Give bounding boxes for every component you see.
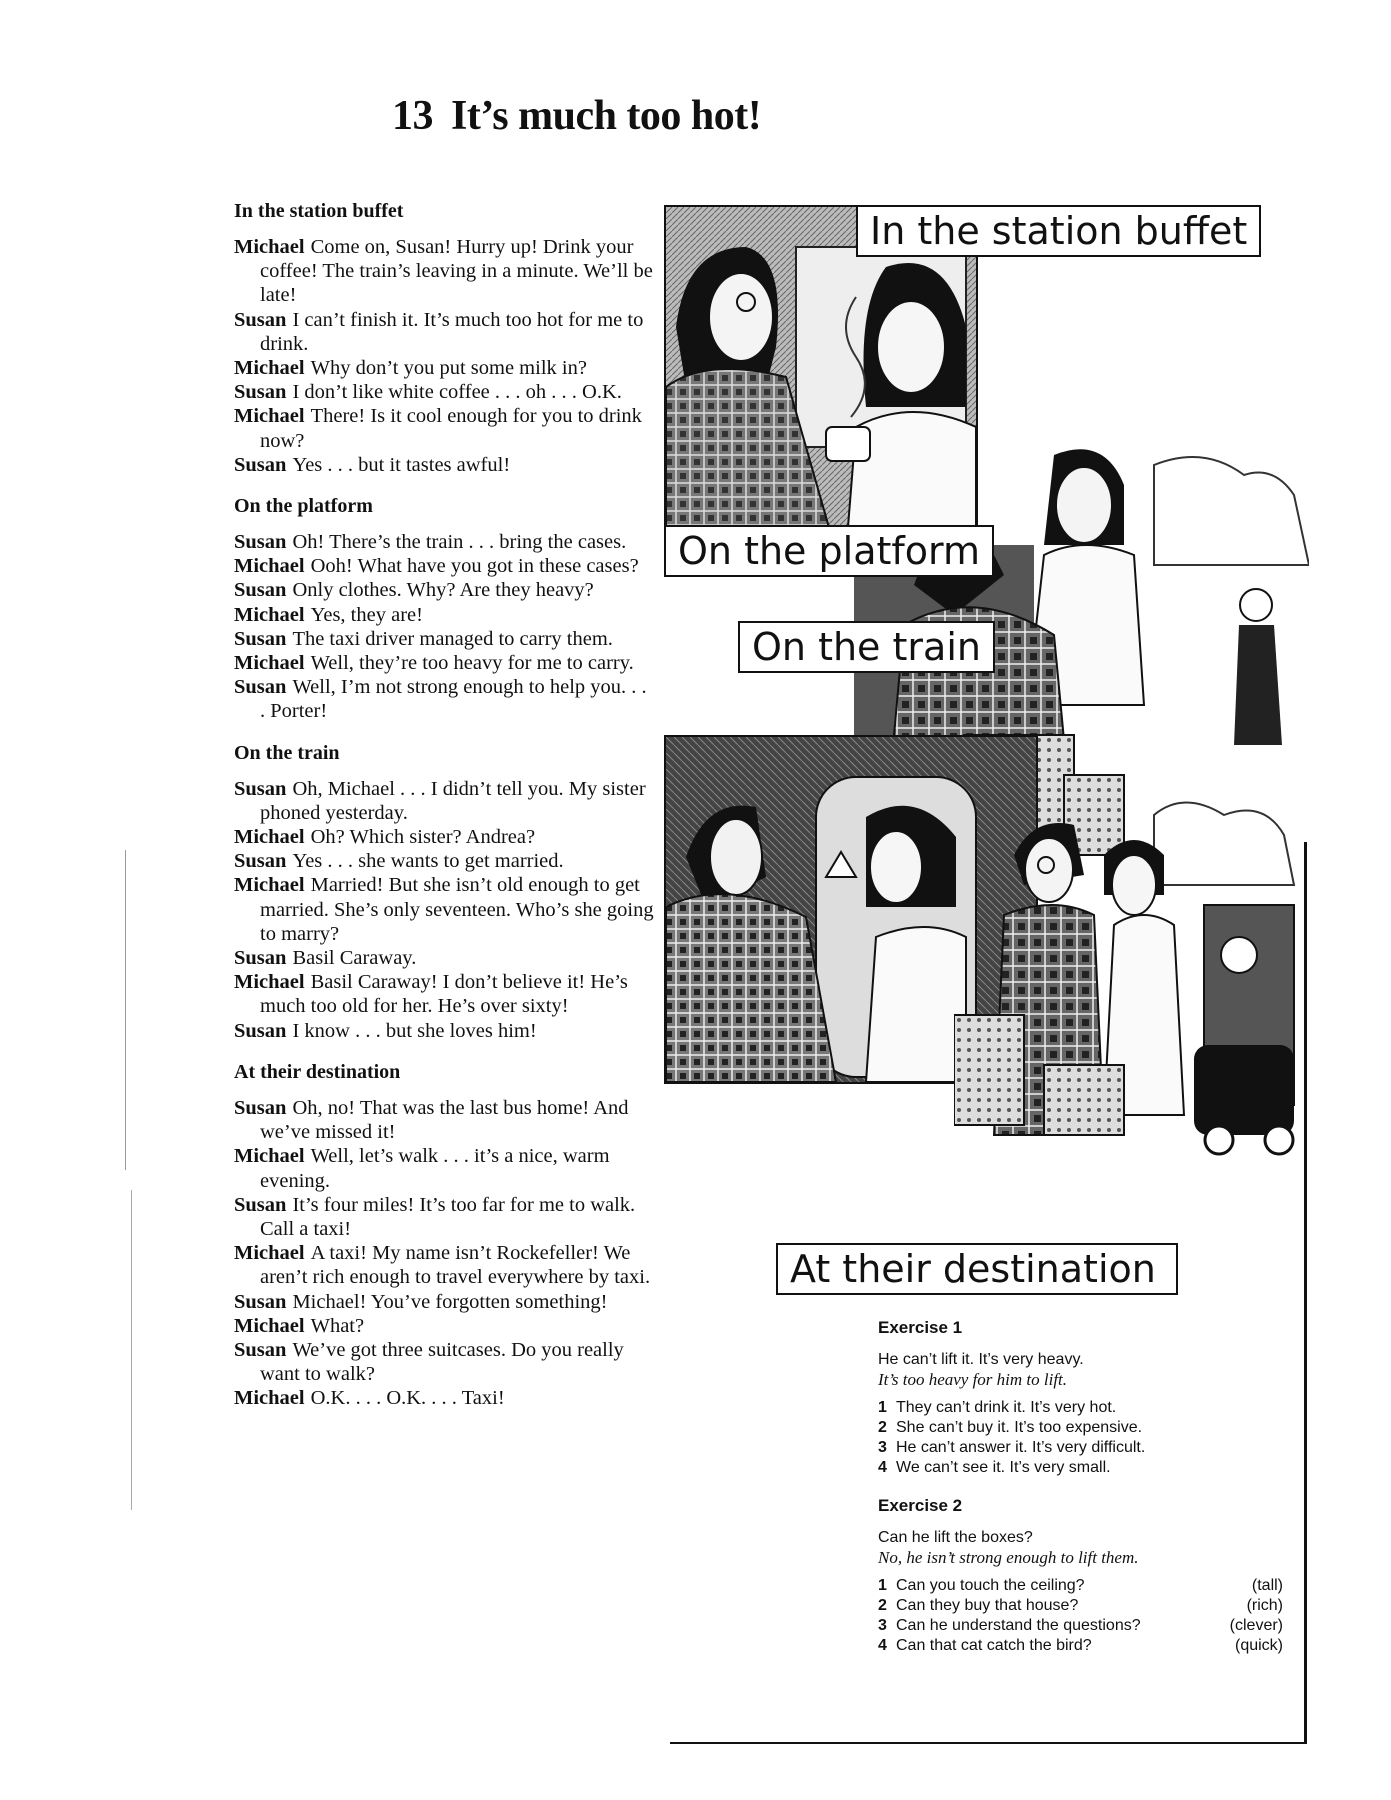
dialogue-section — [234, 495, 654, 724]
exercises — [878, 1318, 1283, 1674]
speech-text: Oh, Michael . . . I didn’t tell you. My sister phoned yesterday. — [260, 777, 646, 824]
section-heading: At their destination — [234, 1060, 401, 1083]
dialogue-line — [234, 1019, 654, 1043]
speech-text: I don’t like white coffee . . . oh . . . O.K. — [292, 381, 622, 404]
exercise-1-example: He can’t lift it. It’s very heavy. — [878, 1351, 1084, 1368]
speaker-name: Susan — [234, 579, 287, 602]
speaker-name: Susan — [234, 381, 287, 404]
speech-text: Come on, Susan! Hurry up! Drink your coffee! The train’s leaving in a minute. We’ll be late! — [260, 236, 653, 307]
dialogue-line — [234, 1386, 654, 1410]
exercise-2-title: Exercise 2 — [878, 1496, 963, 1515]
dialogue-line — [234, 873, 654, 946]
dialogue-line — [234, 1338, 654, 1386]
exercise-item — [878, 1576, 1283, 1596]
exercise-item — [878, 1398, 1283, 1418]
scan-mark — [131, 1190, 132, 1510]
speech-text: There! Is it cool enough for you to drink now? — [260, 405, 642, 452]
dialogue-line — [234, 356, 654, 380]
exercise-item — [878, 1616, 1283, 1636]
speaker-name: Susan — [234, 1193, 287, 1216]
dialogue-line — [234, 1241, 654, 1289]
item-hint: (rich) — [1246, 1597, 1283, 1614]
item-number: 4 — [878, 1637, 887, 1654]
dialogue-line — [234, 651, 654, 675]
speaker-name: Michael — [234, 971, 305, 994]
speaker-name: Michael — [234, 1314, 305, 1337]
dialogue-line — [234, 380, 654, 404]
speech-text: We’ve got three suitcases. Do you really want to walk? — [260, 1338, 624, 1386]
item-hint: (tall) — [1251, 1577, 1283, 1594]
speaker-name: Susan — [234, 1096, 287, 1119]
speaker-name: Susan — [234, 531, 287, 554]
speaker-name: Michael — [234, 357, 305, 380]
item-number: 1 — [878, 1399, 887, 1416]
item-number: 3 — [878, 1617, 887, 1634]
caption-buffet: In the station buffet — [856, 205, 1261, 257]
dialogue-line — [234, 675, 654, 723]
exercise-item — [878, 1636, 1283, 1656]
dialogue-section — [234, 1061, 654, 1411]
dialogue-line — [234, 1096, 654, 1144]
exercise-2-model: No, he isn’t strong enough to lift them. — [878, 1548, 1139, 1567]
caption-destination: At their destination — [776, 1243, 1178, 1295]
exercise-1-list — [878, 1398, 1283, 1478]
dialogue-line — [234, 235, 654, 308]
item-question: We can’t see it. It’s very small. — [896, 1459, 1111, 1476]
page-title — [392, 92, 761, 140]
speech-text: Oh, no! That was the last bus home! And we’ve missed it! — [260, 1096, 629, 1144]
speech-text: O.K. . . . O.K. . . . Taxi! — [310, 1387, 505, 1410]
dialogue-section — [234, 200, 654, 477]
speaker-name: Susan — [234, 1290, 287, 1313]
item-number: 2 — [878, 1419, 887, 1436]
exercise-1-model: It’s too heavy for him to lift. — [878, 1370, 1068, 1389]
speech-text: Basil Caraway! I don’t believe it! He’s much too old for her. He’s over sixty! — [260, 971, 628, 1018]
exercise-item — [878, 1438, 1283, 1458]
item-question: Can he understand the questions? — [896, 1617, 1141, 1634]
speaker-name: Michael — [234, 603, 305, 626]
dialogue-column — [234, 200, 654, 1429]
item-hint: (clever) — [1229, 1617, 1283, 1634]
dialogue-line — [234, 1290, 654, 1314]
dialogue-line — [234, 308, 654, 356]
speech-text: Why don’t you put some milk in? — [310, 357, 587, 380]
speaker-name: Michael — [234, 555, 305, 578]
speech-text: Well, they’re too heavy for me to carry. — [310, 652, 634, 675]
scan-mark — [125, 850, 126, 1170]
dialogue-line — [234, 453, 654, 477]
section-heading: On the platform — [234, 495, 373, 518]
speaker-name: Michael — [234, 405, 305, 428]
dialogue-line — [234, 578, 654, 602]
speech-text: Only clothes. Why? Are they heavy? — [292, 579, 594, 602]
speaker-name: Susan — [234, 1338, 287, 1361]
speaker-name: Susan — [234, 947, 287, 970]
dialogue-line — [234, 970, 654, 1018]
item-question: He can’t answer it. It’s very difficult. — [896, 1439, 1146, 1456]
item-number: 2 — [878, 1597, 887, 1614]
speaker-name: Michael — [234, 874, 305, 897]
exercise-2-example: Can he lift the boxes? — [878, 1529, 1033, 1546]
dialogue-section — [234, 742, 654, 1043]
speaker-name: Susan — [234, 850, 287, 873]
item-question: Can you touch the ceiling? — [896, 1577, 1085, 1594]
speech-text: What? — [310, 1314, 365, 1337]
exercise-item — [878, 1596, 1283, 1616]
speaker-name: Susan — [234, 676, 287, 699]
speaker-name: Michael — [234, 236, 305, 258]
speech-text: A taxi! My name isn’t Rockefeller! We aren’t rich enough to travel everywhere by taxi. — [260, 1242, 651, 1289]
dialogue-line — [234, 627, 654, 651]
caption-train: On the train — [738, 621, 995, 673]
dialogue-line — [234, 1144, 654, 1192]
dialogue-line — [234, 404, 654, 452]
speech-text: Yes . . . she wants to get married. — [292, 850, 564, 873]
speaker-name: Michael — [234, 1387, 305, 1410]
caption-platform: On the platform — [664, 525, 994, 577]
dialogue-line — [234, 603, 654, 627]
dialogue-line — [234, 849, 654, 873]
dialogue-line — [234, 554, 654, 578]
bottom-rule — [670, 1742, 1306, 1744]
item-number: 4 — [878, 1459, 887, 1476]
exercise-1-title: Exercise 1 — [878, 1318, 963, 1337]
dialogue-line — [234, 1314, 654, 1338]
speech-text: Oh! There’s the train . . . bring the cases. — [292, 531, 627, 554]
speech-text: Ooh! What have you got in these cases? — [310, 555, 639, 578]
speaker-name: Michael — [234, 1242, 305, 1265]
speaker-name: Susan — [234, 1019, 287, 1042]
speaker-name: Michael — [234, 826, 305, 849]
exercise-item — [878, 1458, 1283, 1478]
speaker-name: Michael — [234, 652, 305, 675]
speech-text: Oh? Which sister? Andrea? — [310, 826, 536, 849]
section-heading: On the train — [234, 741, 340, 764]
lesson-number: 13 — [392, 93, 433, 139]
illustration-destination — [954, 795, 1304, 1175]
speech-text: Yes, they are! — [310, 603, 423, 626]
item-question: Can that cat catch the bird? — [896, 1637, 1092, 1654]
item-question: Can they buy that house? — [896, 1597, 1079, 1614]
item-hint: (quick) — [1234, 1637, 1283, 1654]
dialogue-line — [234, 530, 654, 554]
exercise-item — [878, 1418, 1283, 1438]
dialogue-line — [234, 946, 654, 970]
speech-text: Well, let’s walk . . . it’s a nice, warm evening. — [260, 1145, 610, 1192]
right-rule — [1304, 842, 1307, 1744]
speech-text: Well, I’m not strong enough to help you. . . . Porter! — [260, 676, 647, 723]
dialogue-line — [234, 1193, 654, 1241]
speaker-name: Susan — [234, 308, 287, 331]
speech-text: Married! But she isn’t old enough to get married. She’s only seventeen. Who’s she going to marry? — [260, 874, 654, 945]
dialogue-line — [234, 777, 654, 825]
lesson-title: It’s much too hot! — [451, 93, 762, 139]
item-number: 1 — [878, 1577, 887, 1594]
speech-text: The taxi driver managed to carry them. — [292, 627, 613, 650]
speaker-name: Susan — [234, 777, 287, 800]
speech-text: Basil Caraway. — [292, 947, 417, 970]
speech-text: I know . . . but she loves him! — [292, 1019, 537, 1042]
illustration-area — [664, 205, 1314, 1295]
speech-text: Yes . . . but it tastes awful! — [292, 453, 511, 476]
dialogue-line — [234, 825, 654, 849]
speech-text: Michael! You’ve forgotten something! — [292, 1290, 608, 1313]
speaker-name: Susan — [234, 453, 287, 476]
item-number: 3 — [878, 1439, 887, 1456]
speaker-name: Michael — [234, 1145, 305, 1168]
speaker-name: Susan — [234, 627, 287, 650]
speech-text: It’s four miles! It’s too far for me to walk. Call a taxi! — [260, 1193, 636, 1240]
item-question: She can’t buy it. It’s too expensive. — [896, 1419, 1143, 1436]
section-heading: In the station buffet — [234, 200, 404, 222]
exercise-2-list — [878, 1576, 1283, 1656]
speech-text: I can’t finish it. It’s much too hot for me to drink. — [260, 308, 644, 355]
item-question: They can’t drink it. It’s very hot. — [896, 1399, 1117, 1416]
